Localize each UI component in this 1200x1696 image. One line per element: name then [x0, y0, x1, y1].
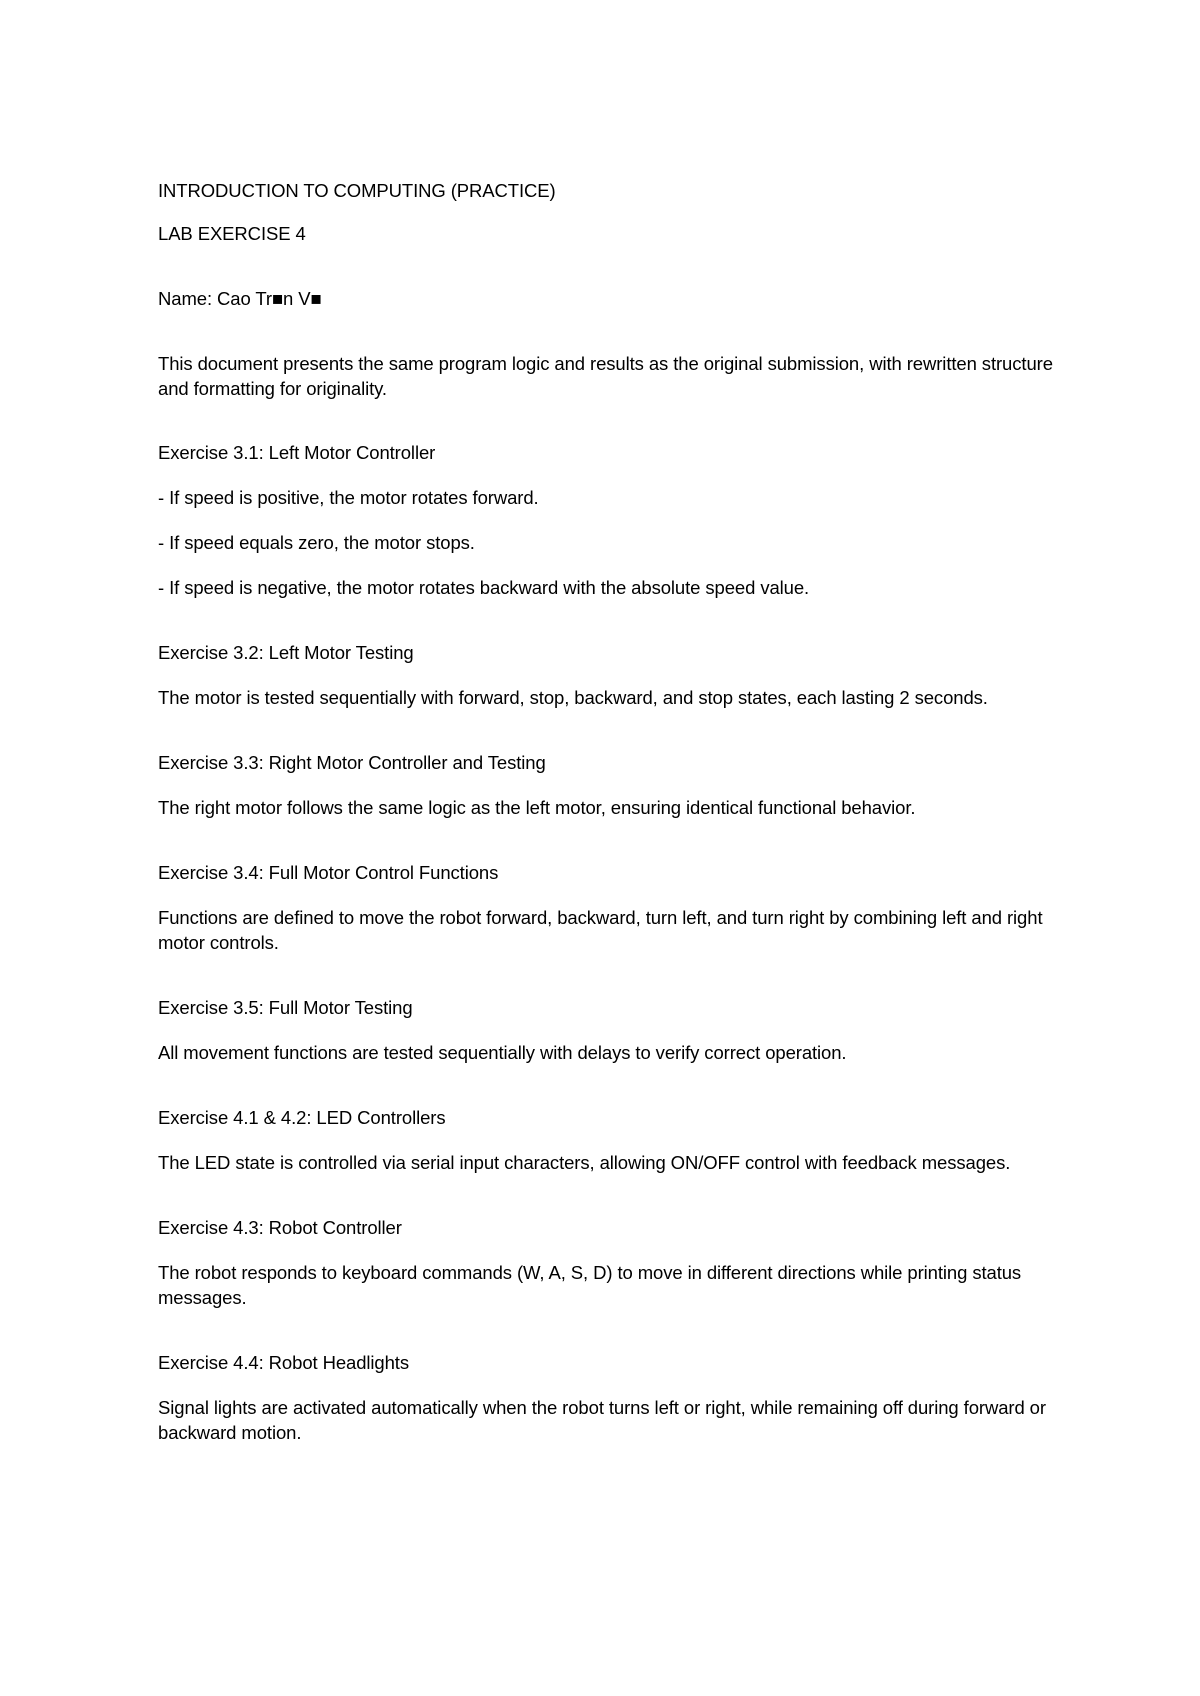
section-exercise-3-4: [158, 860, 1058, 955]
intro-paragraph: This document presents the same program logic and results as the original submission, with rewritten structure and formatting for originality.: [158, 353, 1053, 399]
section-heading: Exercise 3.4: Full Motor Control Functions: [158, 862, 499, 883]
section-body: The motor is tested sequentially with forward, stop, backward, and stop states, each lasting 2 seconds.: [158, 687, 988, 708]
section-heading: Exercise 3.1: Left Motor Controller: [158, 442, 436, 463]
section-heading: Exercise 4.3: Robot Controller: [158, 1217, 402, 1238]
section-heading: Exercise 3.2: Left Motor Testing: [158, 642, 414, 663]
section-exercise-4-4: [158, 1350, 1058, 1445]
section-heading: Exercise 4.4: Robot Headlights: [158, 1352, 409, 1373]
section-body: The robot responds to keyboard commands (W, A, S, D) to move in different directions while printing status messages.: [158, 1262, 1022, 1308]
bullet-item: - If speed equals zero, the motor stops.: [158, 532, 475, 553]
student-name: Name: Cao Tr■n V■: [158, 288, 322, 309]
section-exercise-3-1: [158, 440, 1058, 600]
section-heading: Exercise 4.1 & 4.2: LED Controllers: [158, 1107, 446, 1128]
document-title: INTRODUCTION TO COMPUTING (PRACTICE): [158, 180, 556, 201]
section-exercise-3-2: [158, 640, 1058, 710]
section-body: All movement functions are tested sequentially with delays to verify correct operation.: [158, 1042, 847, 1063]
section-exercise-3-3: [158, 750, 1058, 820]
section-heading: Exercise 3.3: Right Motor Controller and Testing: [158, 752, 546, 773]
section-body: The right motor follows the same logic as the left motor, ensuring identical functional behavior.: [158, 797, 916, 818]
section-exercise-4-3: [158, 1215, 1058, 1310]
section-exercise-4-1-4-2: [158, 1105, 1058, 1175]
section-body: The LED state is controlled via serial input characters, allowing ON/OFF control with feedback messages.: [158, 1152, 1011, 1173]
bullet-item: - If speed is negative, the motor rotates backward with the absolute speed value.: [158, 577, 810, 598]
document-page: [158, 178, 1058, 1485]
section-body: Signal lights are activated automatically when the robot turns left or right, while remaining off during forward or backward motion.: [158, 1397, 1046, 1443]
section-exercise-3-5: [158, 995, 1058, 1065]
lab-exercise-label: LAB EXERCISE 4: [158, 223, 306, 244]
bullet-item: - If speed is positive, the motor rotates forward.: [158, 487, 539, 508]
section-heading: Exercise 3.5: Full Motor Testing: [158, 997, 413, 1018]
section-body: Functions are defined to move the robot forward, backward, turn left, and turn right by combining left and right motor controls.: [158, 907, 1043, 953]
